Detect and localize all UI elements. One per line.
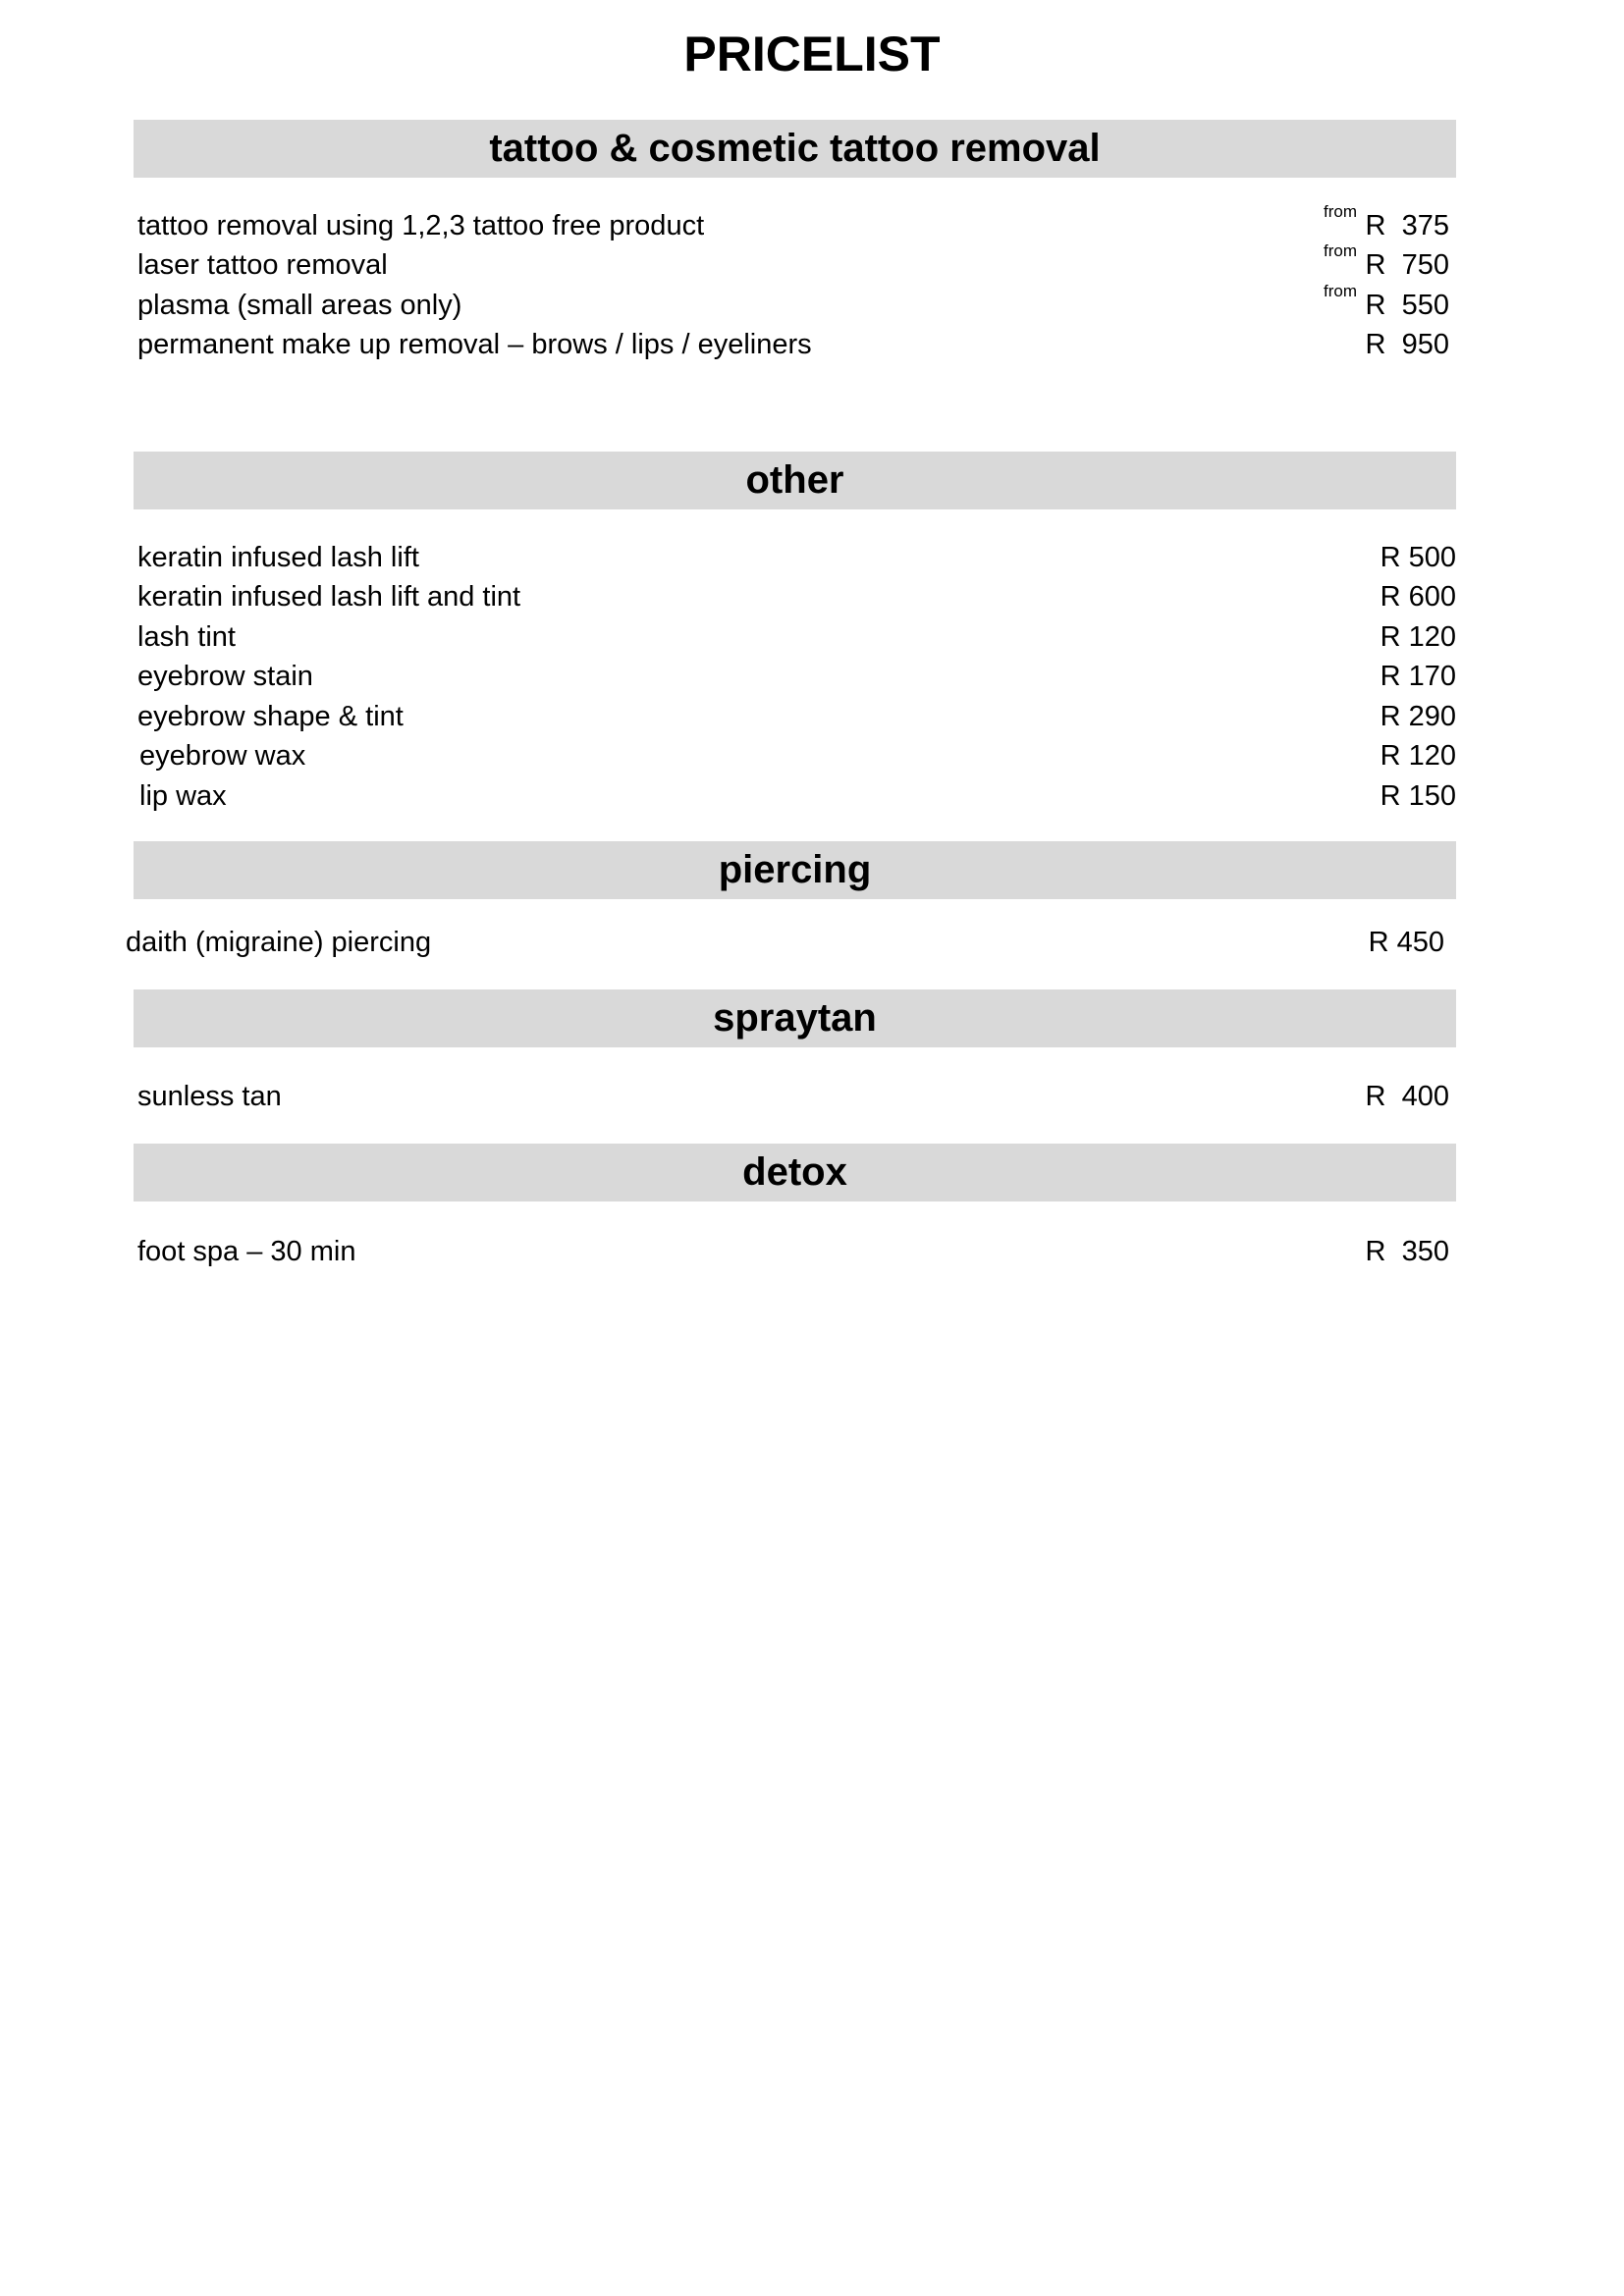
page-title: PRICELIST	[683, 27, 941, 81]
item-name: daith (migraine) piercing	[126, 927, 432, 958]
price-row	[126, 923, 1453, 962]
item-name: lip wax	[139, 780, 227, 812]
price-row	[137, 241, 1453, 285]
item-price: R 500	[1380, 542, 1456, 573]
item-name: permanent make up removal – brows / lips / eyeliners	[137, 329, 812, 360]
item-price: R 150	[1380, 780, 1456, 812]
item-name: sunless tan	[137, 1081, 282, 1112]
item-price: R 450	[1368, 927, 1444, 958]
price-row	[137, 282, 1453, 325]
item-name: eyebrow shape & tint	[137, 701, 404, 732]
price-row	[137, 1077, 1453, 1116]
item-name: keratin infused lash lift	[137, 542, 419, 573]
price-row	[137, 325, 1453, 364]
item-price: R 600	[1380, 581, 1456, 613]
item-name: laser tattoo removal	[137, 249, 388, 281]
price-row	[137, 577, 1456, 616]
item-name: lash tint	[137, 621, 236, 653]
price-row	[137, 202, 1453, 245]
item-price: R 120	[1380, 621, 1456, 653]
item-name: tattoo removal using 1,2,3 tattoo free product	[137, 210, 705, 241]
from-label: from	[1324, 241, 1357, 260]
section-header-piercing: piercing	[134, 841, 1456, 899]
section-header-other: other	[134, 452, 1456, 509]
item-price: R 290	[1380, 701, 1456, 732]
item-price: R 350	[1365, 1236, 1449, 1267]
section-header-detox: detox	[134, 1144, 1456, 1201]
item-price: R 170	[1380, 661, 1456, 692]
item-name: eyebrow stain	[137, 661, 313, 692]
price-row	[137, 697, 1456, 736]
from-label: from	[1324, 202, 1357, 221]
item-name: plasma (small areas only)	[137, 290, 462, 321]
from-label: from	[1324, 282, 1357, 300]
price-row	[139, 776, 1455, 816]
item-price: R 400	[1365, 1081, 1449, 1112]
section-header-spraytan: spraytan	[134, 989, 1456, 1047]
price-row	[137, 617, 1456, 657]
item-price: R 375	[1365, 210, 1449, 241]
item-name: foot spa – 30 min	[137, 1236, 356, 1267]
price-row	[139, 736, 1455, 775]
item-price: R 950	[1365, 329, 1449, 360]
price-row	[137, 538, 1456, 577]
section-header-tattoo-removal: tattoo & cosmetic tattoo removal	[134, 120, 1456, 178]
item-price: R 120	[1380, 740, 1456, 772]
item-name: keratin infused lash lift and tint	[137, 581, 521, 613]
item-price: R 750	[1365, 249, 1449, 281]
price-row	[137, 657, 1456, 696]
item-price: R 550	[1365, 290, 1449, 321]
item-name: eyebrow wax	[139, 740, 306, 772]
price-row	[137, 1232, 1453, 1271]
